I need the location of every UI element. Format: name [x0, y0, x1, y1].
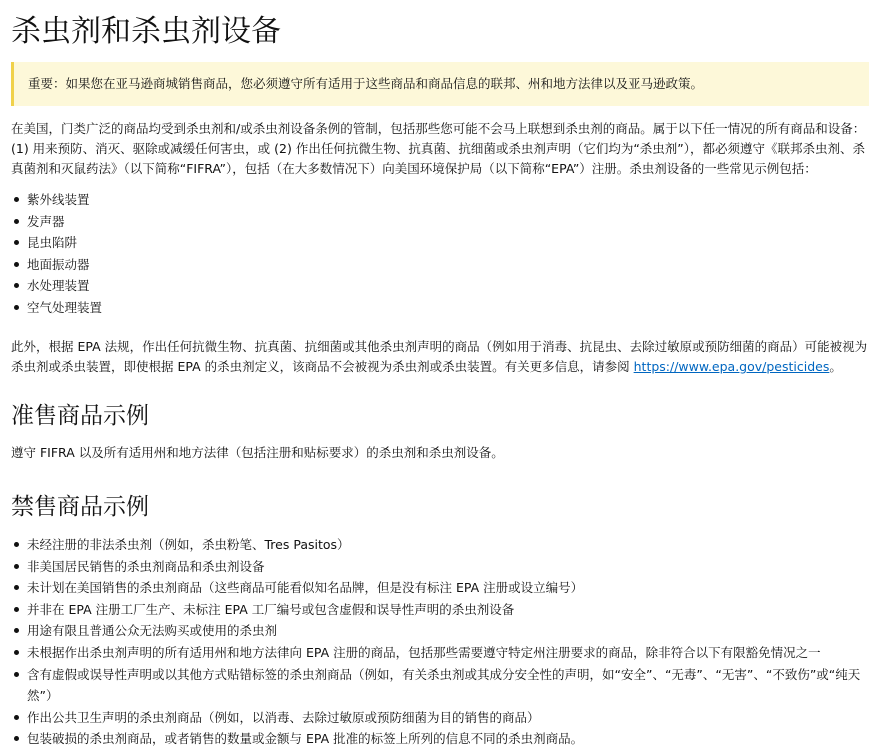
list-item: 水处理装置 — [11, 275, 869, 297]
prohibited-heading: 禁售商品示例 — [11, 494, 149, 520]
list-item: 未经注册的非法杀虫剂（例如，杀虫粉笔、Tres Pasitos） — [11, 534, 869, 556]
list-item: 发声器 — [11, 211, 869, 233]
list-item: 空气处理装置 — [11, 297, 869, 319]
permitted-heading: 准售商品示例 — [11, 403, 149, 429]
list-item: 未计划在美国销售的杀虫剂商品（这些商品可能看似知名品牌，但是没有标注 EPA 注册或设立编号） — [11, 577, 869, 599]
list-item: 用途有限且普通公众无法购买或使用的杀虫剂 — [11, 620, 869, 642]
list-item: 非美国居民销售的杀虫剂商品和杀虫剂设备 — [11, 556, 869, 578]
epa-regulation-end: 。 — [829, 359, 842, 374]
epa-pesticides-link[interactable]: https://www.epa.gov/pesticides — [633, 359, 830, 374]
list-item: 地面振动器 — [11, 254, 869, 276]
list-item: 含有虚假或误导性声明或以其他方式贴错标签的杀虫剂商品（例如，有关杀虫剂或其成分安全性的声明，如“安全”、“无毒”、“无害”、“不致伤”或“纯天然”） — [11, 664, 869, 707]
notice-text: 重要：如果您在亚马逊商城销售商品，您必须遵守所有适用于这些商品和商品信息的联邦、州和地方法律以及亚马逊政策。 — [28, 76, 704, 91]
list-item: 昆虫陷阱 — [11, 232, 869, 254]
page-title: 杀虫剂和杀虫剂设备 — [11, 14, 281, 49]
list-item: 未根据作出杀虫剂声明的所有适用州和地方法律向 EPA 注册的商品，包括那些需要遵守特定州注册要求的商品，除非符合以下有限豁免情况之一 — [11, 642, 869, 664]
list-item: 并非在 EPA 注册工厂生产、未标注 EPA 工厂编号或包含虚假和误导性声明的杀虫剂设备 — [11, 599, 869, 621]
epa-regulation-paragraph — [11, 337, 869, 377]
list-item: 紫外线装置 — [11, 189, 869, 211]
epa-regulation-text: 此外，根据 EPA 法规，作出任何抗微生物、抗真菌、抗细菌或其他杀虫剂声明的商品（例如用于消毒、抗昆虫、去除过敏原或预防细菌的商品）可能被视为杀虫剂或杀虫装置，即使根据 EPA 的杀虫剂定义，该商品不会被视为杀虫剂或杀虫装置。有关更多信息，请参阅 — [11, 339, 868, 374]
list-item: 作出公共卫生声明的杀虫剂商品（例如，以消毒、去除过敏原或预防细菌为目的销售的商品） — [11, 707, 869, 729]
prohibited-examples-list — [11, 534, 869, 750]
device-examples-list — [11, 189, 869, 319]
intro-paragraph: 在美国，门类广泛的商品均受到杀虫剂和/或杀虫剂设备条例的管制，包括那些您可能不会马上联想到杀虫剂的商品。属于以下任一情况的所有商品和设备：(1) 用来预防、消灭、驱除或减缓任何害虫，或 (2) 作出任何抗微生物、抗真菌、抗细菌或杀虫剂声明（它们均为“杀虫剂”），都必须遵守《联邦杀虫剂、杀真菌剂和灭鼠药法》（以下简称“FIFRA”），包括（在大多数情况下）向美国环境保护局（以下简称“EPA”）注册。杀虫剂设备的一些常见示例包括： — [11, 121, 866, 176]
permitted-paragraph: 遵守 FIFRA 以及所有适用州和地方法律（包括注册和贴标要求）的杀虫剂和杀虫剂设备。 — [11, 445, 504, 460]
important-notice — [11, 62, 869, 106]
list-item: 包装破损的杀虫剂商品，或者销售的数量或金额与 EPA 批准的标签上所列的信息不同的杀虫剂商品。 — [11, 728, 869, 750]
